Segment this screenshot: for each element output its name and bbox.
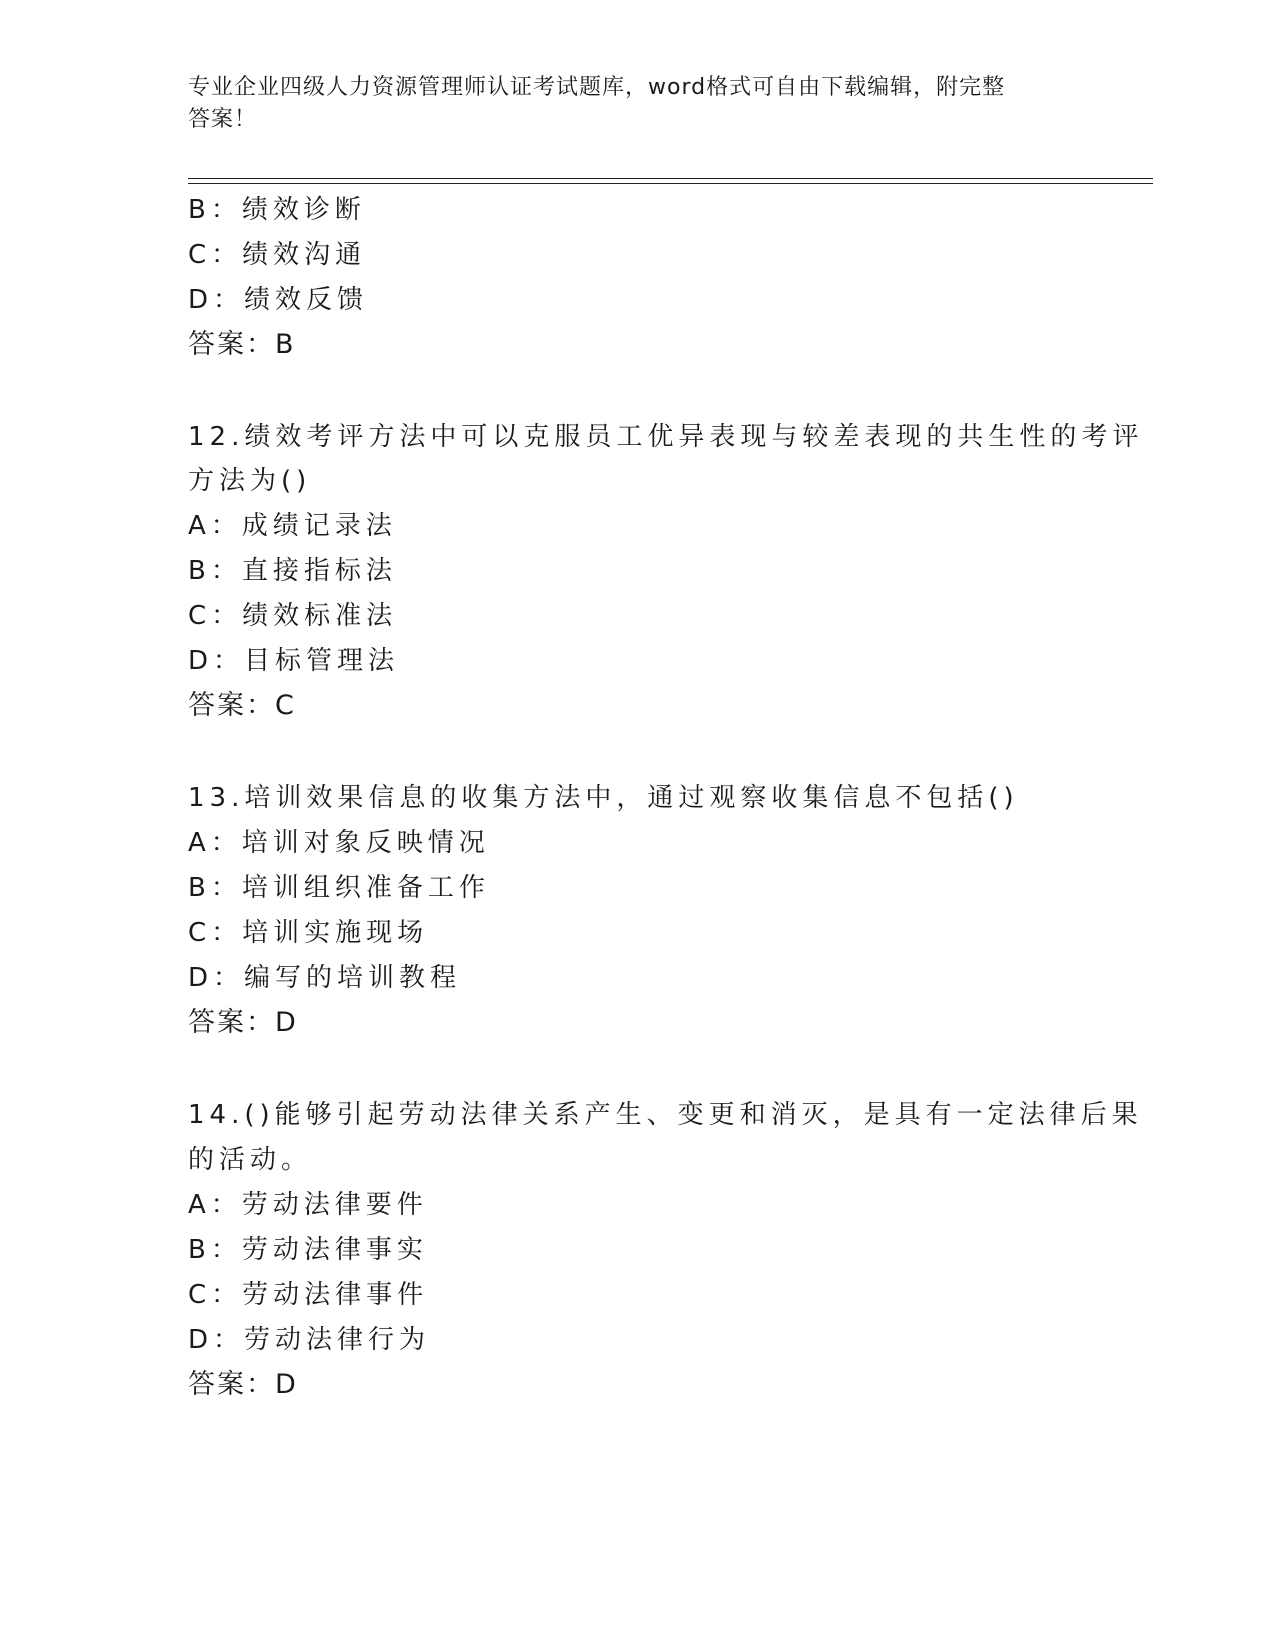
q11-option-d: D：绩效反馈 [188,285,369,315]
q13-option-b: B：培训组织准备工作 [188,873,490,903]
header-divider-top [188,178,1153,179]
q12-option-c: C：绩效标准法 [188,601,398,631]
q11-option-c: C：绩效沟通 [188,240,367,270]
q13-option-d: D：编写的培训教程 [188,963,462,993]
q14-stem-line-2: 的活动。 [188,1145,313,1175]
header-line-2: 答案！ [188,107,258,132]
q13-answer: 答案：D [188,1007,298,1038]
q14-stem-line-1: 14.()能够引起劳动法律关系产生、变更和消灭，是具有一定法律后果 [188,1100,1143,1130]
q12-answer: 答案：C [188,690,296,721]
q14-option-a: A：劳动法律要件 [188,1190,428,1220]
header-divider-bottom [188,183,1153,184]
q12-option-a: A：成绩记录法 [188,511,397,541]
header-line-1: 专业企业四级人力资源管理师认证考试题库，word格式可自由下载编辑，附完整 [188,75,1006,100]
q14-option-c: C：劳动法律事件 [188,1280,429,1310]
q13-stem-line-1: 13.培训效果信息的收集方法中，通过观察收集信息不包括() [188,783,1019,813]
q11-answer: 答案：B [188,329,296,360]
q12-option-b: B：直接指标法 [188,556,397,586]
document-header [188,72,1068,136]
q11-option-b: B：绩效诊断 [188,195,366,225]
q13-option-a: A：培训对象反映情况 [188,828,490,858]
q14-option-b: B：劳动法律事实 [188,1235,428,1265]
q12-stem-line-2: 方法为() [188,466,312,496]
q13-option-c: C：培训实施现场 [188,918,429,948]
q14-option-d: D：劳动法律行为 [188,1325,431,1355]
q14-answer: 答案：D [188,1369,298,1400]
q12-option-d: D：目标管理法 [188,646,400,676]
q12-stem-line-1: 12.绩效考评方法中可以克服员工优异表现与较差表现的共生性的考评 [188,422,1144,452]
